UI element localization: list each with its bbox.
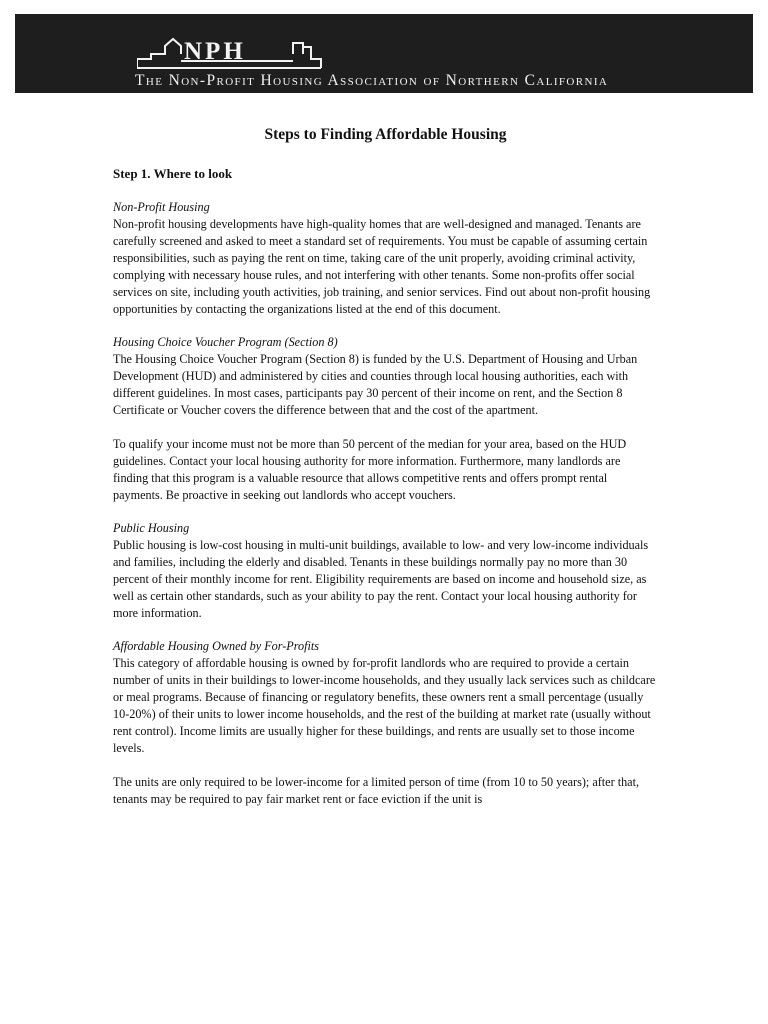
section-heading: Housing Choice Voucher Program (Section 8) [113, 335, 338, 349]
section-for-profit-housing [113, 638, 658, 808]
section-paragraph: Public housing is low-cost housing in multi-unit buildings, available to low- and very low-income individuals and families, including the elderly and disabled. Tenants in these buildings normally pay no more than 30 percent of their monthly income for rent. Eligibility requirements are based on income and household size, as well as certain other standards, such as your ability to pay the rent. Contact your local housing authority for more information. [113, 538, 649, 620]
section-heading: Affordable Housing Owned by For-Profits [113, 639, 320, 653]
organization-name: The Non-Profit Housing Association of Northern California [135, 72, 609, 89]
step-heading: Step 1. Where to look [113, 166, 233, 181]
section-non-profit-housing [113, 199, 658, 318]
section-heading: Non-Profit Housing [113, 200, 210, 214]
section-housing-choice-voucher [113, 334, 658, 504]
section-paragraph: This category of affordable housing is owned by for-profit landlords who are required to provide a certain number of units in their buildings to lower-income households, and they usually lack services such as childcare or meal programs. Because of financing or regulatory benefits, these owners rent a small percentage (usually 10-20%) of their units to lower income households, and the rest of the building at market rate (usually without rent control). Income limits are usually higher for these buildings, and rents are usually set to those income levels. [113, 656, 656, 755]
section-paragraph: The units are only required to be lower-income for a limited person of time (from 10 to 50 years); after that, tenants may be required to pay fair market rent or face eviction if the unit is [113, 775, 640, 806]
section-public-housing [113, 520, 658, 622]
document-title: Steps to Finding Affordable Housing [264, 126, 507, 143]
nph-logo [137, 35, 337, 71]
section-paragraph: The Housing Choice Voucher Program (Section 8) is funded by the U.S. Department of Housing and Urban Development (HUD) and administered by cities and counties through local housing authorities, each with different guidelines. In most cases, participants pay 30 percent of their income on rent, and the Section 8 Certificate or Voucher covers the difference between that and the cost of the apartment. [113, 352, 638, 417]
section-paragraph: Non-profit housing developments have high-quality homes that are well-designed and managed. Tenants are carefully screened and asked to meet a standard set of requirements. You must be capable of assuming certain responsibilities, such as paying the rent on time, taking care of the unit properly, avoiding criminal activity, complying with necessary house rules, and not interfering with other tenants. Some non-profits offer social services on site, including youth activities, job training, and senior services. Find out about non-profit housing opportunities by contacting the organizations listed at the end of this document. [113, 217, 651, 316]
header-banner [15, 14, 753, 93]
section-paragraph: To qualify your income must not be more than 50 percent of the median for your area, based on the HUD guidelines. Contact your local housing authority for more information. Furthermore, many landlords are finding that this program is a valuable resource that allows competitive rents and offers prompt rental payments. Be proactive in seeking out landlords who accept vouchers. [113, 437, 627, 502]
logo-text: NPH [184, 38, 246, 65]
document-body [113, 125, 658, 824]
section-heading: Public Housing [113, 521, 190, 535]
